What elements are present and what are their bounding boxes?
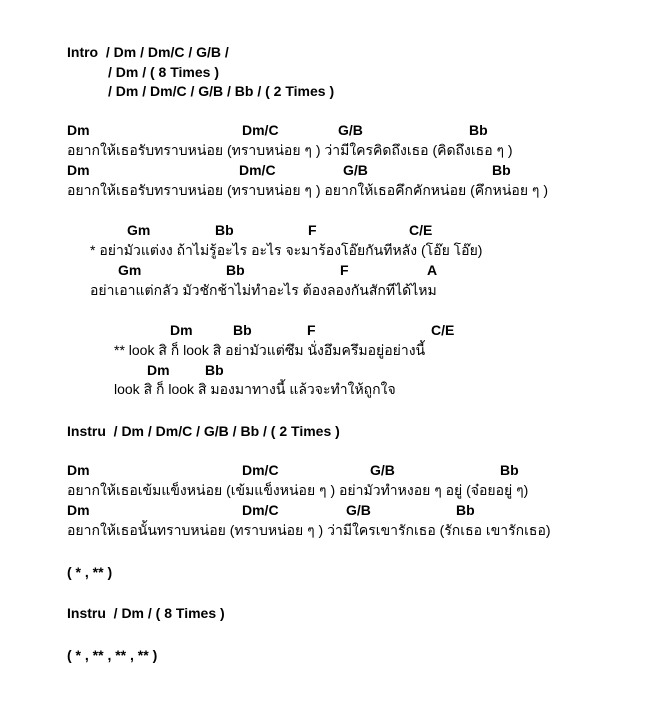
chord: G/B (346, 502, 371, 518)
chord: Bb (492, 162, 511, 178)
chord: G/B (370, 462, 395, 478)
chord: Dm/C (239, 162, 276, 178)
chord: Gm (118, 262, 142, 278)
chord: Bb (500, 462, 519, 478)
instrumental-line-1: Instru / Dm / Dm/C / G/B / Bb / ( 2 Times ) (67, 423, 340, 439)
instrumental-line-2: Instru / Dm / ( 8 Times ) (67, 605, 225, 621)
chord: G/B (338, 122, 363, 138)
intro-line-1: Intro / Dm / Dm/C / G/B / (67, 44, 229, 60)
chord: Bb (233, 322, 252, 338)
chord: C/E (431, 322, 455, 338)
lyric-line: ** look สิ ก็ look สิ อย่ามัวแต่ซึม นั่งอึมครึมอยู่อย่างนี้ (114, 342, 426, 358)
chord: F (340, 262, 349, 278)
chord: F (308, 222, 317, 238)
chord: Dm (67, 122, 90, 138)
lyric-line: อยากให้เธอรับทราบหน่อย (ทราบหน่อย ๆ ) ว่ามีใครคิดถึงเธอ (คิดถึงเธอ ๆ ) (67, 142, 513, 158)
lyric-line: look สิ ก็ look สิ มองมาทางนี้ แล้วจะทำให้ถูกใจ (114, 381, 396, 397)
chord: Dm/C (242, 462, 279, 478)
chord: F (307, 322, 316, 338)
chord: Bb (469, 122, 488, 138)
chord: A (427, 262, 438, 278)
chord: Bb (226, 262, 245, 278)
chord: Dm (67, 462, 90, 478)
repeat-marker-2: ( * , ** , ** , ** ) (67, 647, 158, 663)
lyric-line: อยากให้เธอรับทราบหน่อย (ทราบหน่อย ๆ ) อยากให้เธอคึกคักหน่อย (คึกหน่อย ๆ ) (67, 182, 548, 198)
chord: Dm/C (242, 122, 279, 138)
chord: Gm (127, 222, 151, 238)
chord: Bb (456, 502, 475, 518)
chord: G/B (343, 162, 368, 178)
chord: Bb (215, 222, 234, 238)
repeat-marker-1: ( * , ** ) (67, 564, 113, 580)
chord: Dm (170, 322, 193, 338)
lyric-line: * อย่ามัวแต่งง ถ้าไม่รู้อะไร อะไร จะมาร้องโอ๊ยกันทีหลัง (โอ๊ย โอ๊ย) (90, 242, 483, 258)
intro-line-3: / Dm / Dm/C / G/B / Bb / ( 2 Times ) (108, 83, 335, 99)
chord: Dm (67, 502, 90, 518)
lyric-line: อยากให้เธอนั้นทราบหน่อย (ทราบหน่อย ๆ ) ว่ามีใครเขารักเธอ (รักเธอ เขารักเธอ) (67, 522, 551, 538)
lyric-line: อย่าเอาแต่กลัว มัวชักช้าไม่ทำอะไร ต้องลองกันสักทีได้ไหม (90, 282, 437, 298)
chord: Dm (67, 162, 90, 178)
chord: C/E (409, 222, 433, 238)
chord: Bb (205, 362, 224, 378)
intro-line-2: / Dm / ( 8 Times ) (108, 64, 219, 80)
chord: Dm (147, 362, 170, 378)
chord: Dm/C (242, 502, 279, 518)
lyric-line: อยากให้เธอเข้มแข็งหน่อย (เข้มแข็งหน่อย ๆ ) อย่ามัวทำหงอย ๆ อยู่ (จ๋อยอยู่ ๆ) (67, 482, 529, 498)
